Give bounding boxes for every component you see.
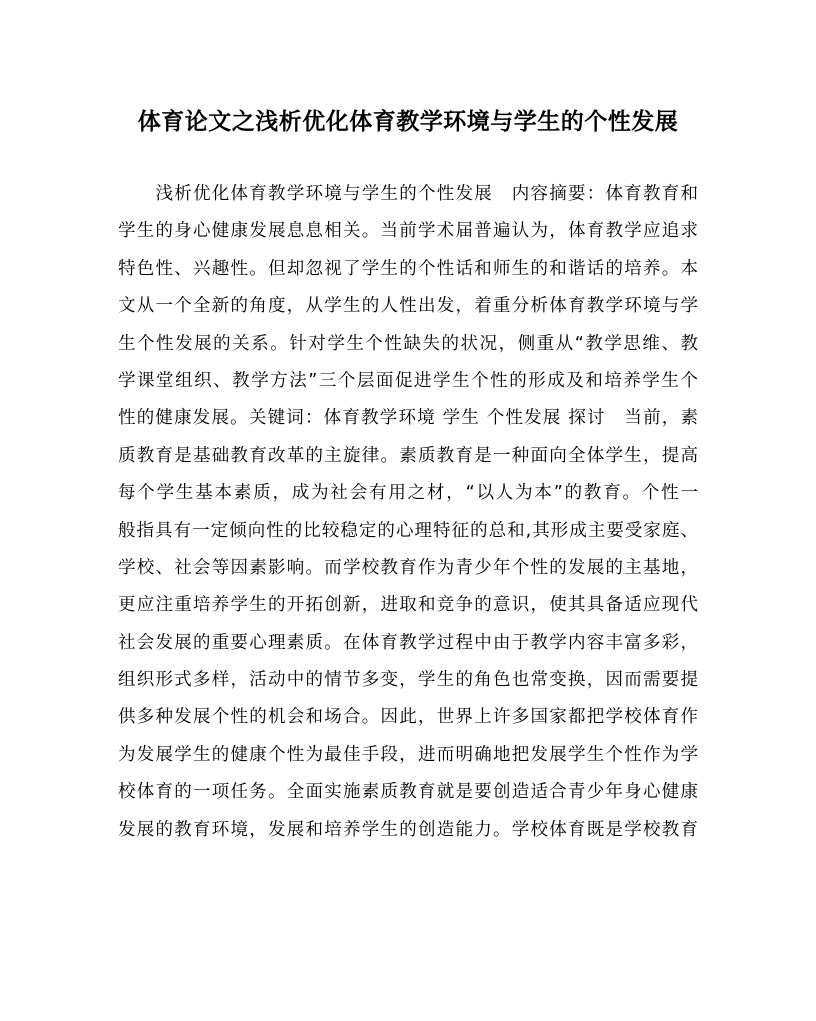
body-line: 学课堂组织、教学方法”三个层面促进学生个性的形成及和培养学生个 <box>118 370 698 391</box>
body-line: 浅析优化体育教学环境与学生的个性发展 内容摘要：体育教育和 <box>118 184 698 204</box>
body-line: 质教育是基础教育改革的主旋律。素质教育是一种面向全体学生，提高 <box>118 445 698 466</box>
body-line: 学生的身心健康发展息息相关。当前学术届普遍认为，体育教学应追求 <box>118 221 698 242</box>
body-line: 组织形式多样，活动中的情节多变，学生的角色也常变换，因而需要提 <box>118 670 698 691</box>
body-line: 般指具有一定倾向性的比较稳定的心理特征的总和,其形成主要受家庭、 <box>118 520 698 541</box>
body-line: 为发展学生的健康个性为最佳手段，进而明确地把发展学生个性作为学 <box>118 744 698 765</box>
body-line: 生个性发展的关系。针对学生个性缺失的状况，侧重从“教学思维、教 <box>118 333 698 354</box>
document-title: 体育论文之浅析优化体育教学环境与学生的个性发展 <box>137 108 679 135</box>
body-line: 学校、社会等因素影响。而学校教育作为青少年个性的发展的主基地， <box>118 557 698 578</box>
body-line: 供多种发展个性的机会和场合。因此，世界上许多国家都把学校体育作 <box>118 707 698 728</box>
body-line: 更应注重培养学生的开拓创新，进取和竞争的意识，使其具备适应现代 <box>118 595 698 616</box>
body-line: 社会发展的重要心理素质。在体育教学过程中由于教学内容丰富多彩， <box>118 632 698 653</box>
body-line: 每个学生基本素质，成为社会有用之材，“以人为本”的教育。个性一 <box>118 483 698 504</box>
body-line: 文从一个全新的角度，从学生的人性出发，着重分析体育教学环境与学 <box>118 296 698 317</box>
body-line: 发展的教育环境，发展和培养学生的创造能力。学校体育既是学校教育 <box>118 819 698 840</box>
body-line: 性的健康发展。关键词：体育教学环境 学生 个性发展 探讨 当前，素 <box>118 408 698 429</box>
body-line: 校体育的一项任务。全面实施素质教育就是要创造适合青少年身心健康 <box>118 782 698 803</box>
body-line: 特色性、兴趣性。但却忽视了学生的个性话和师生的和谐话的培养。本 <box>118 258 698 279</box>
document-body <box>118 176 698 849</box>
